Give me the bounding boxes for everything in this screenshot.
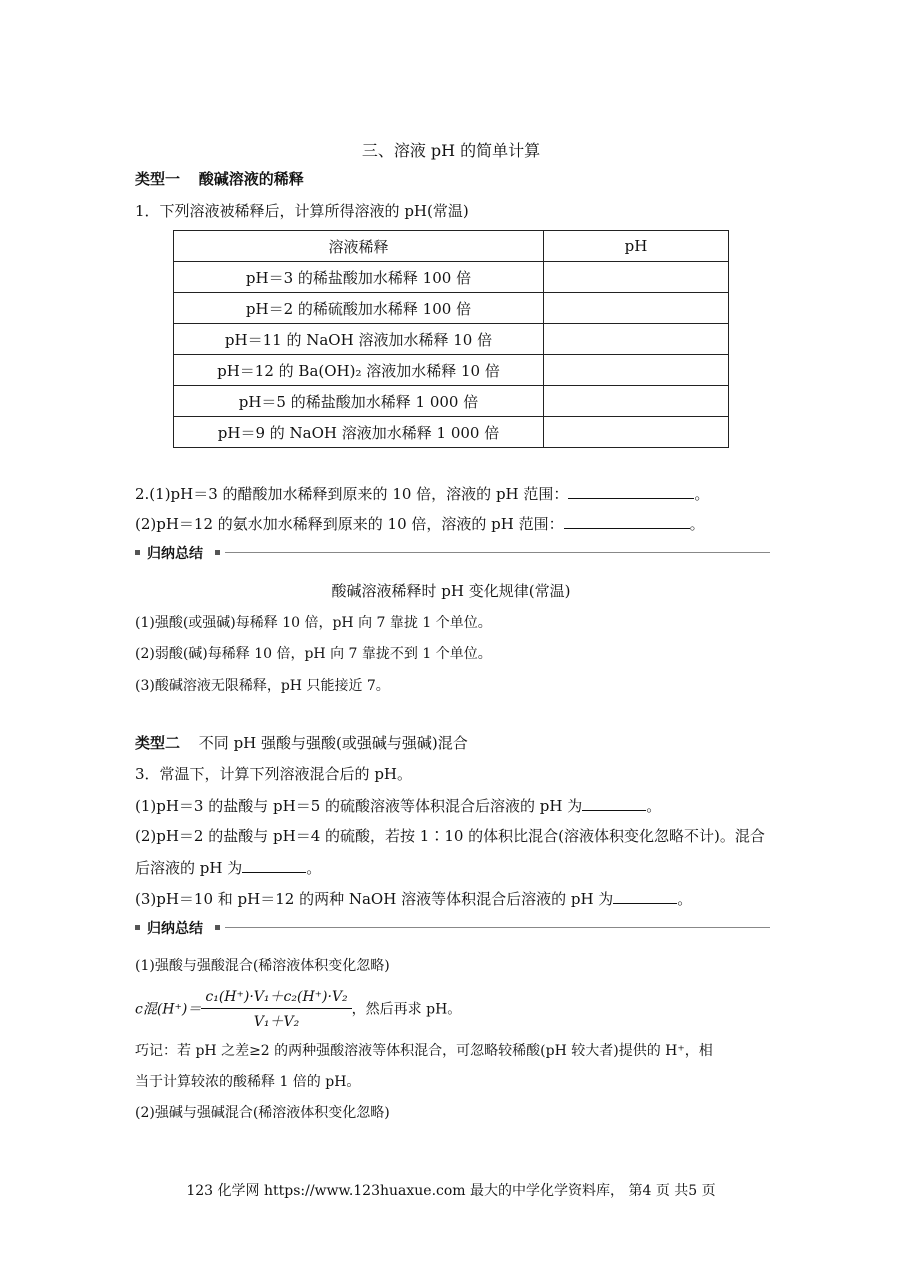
table-cell-ph-answer[interactable] [544, 386, 729, 417]
bullet-square-icon [135, 925, 140, 930]
table-row [174, 417, 729, 448]
table-cell-dilution: pH＝9 的 NaOH 溶液加水稀释 1 000 倍 [174, 417, 544, 448]
summary1-title: 酸碱溶液稀释时 pH 变化规律(常温) [331, 582, 571, 600]
summary2-item2: (2)强碱与强碱混合(稀溶液体积变化忽略) [135, 1105, 390, 1121]
answer-blank[interactable] [613, 887, 677, 904]
question-2-1 [135, 482, 709, 504]
tip-line-b: 当于计算较浓的酸稀释 1 倍的 pH。 [135, 1074, 361, 1090]
question-3-3-text: (3)pH＝10 和 pH＝12 的两种 NaOH 溶液等体积混合后溶液的 pH 为 [135, 890, 614, 908]
dilution-table [173, 230, 729, 448]
question-1: 1．下列溶液被稀释后，计算所得溶液的 pH(常温) [135, 202, 469, 220]
period: 。 [646, 797, 662, 815]
bullet-square-icon [135, 550, 140, 555]
bullet-square-icon [215, 550, 220, 555]
question-2-2 [135, 512, 705, 534]
table-row [174, 386, 729, 417]
period: 。 [689, 515, 705, 533]
summary1-item: (1)强酸(或强碱)每稀释 10 倍，pH 向 7 靠拢 1 个单位。 [135, 615, 492, 631]
answer-blank[interactable] [242, 856, 306, 873]
table-header-row [174, 231, 729, 262]
question-3-3 [135, 887, 692, 909]
answer-blank[interactable] [564, 512, 690, 529]
table-cell-dilution: pH＝2 的稀硫酸加水稀释 100 倍 [174, 293, 544, 324]
question-3-2a: (2)pH＝2 的盐酸与 pH＝4 的硫酸，若按 1∶10 的体积比混合(溶液体积变化忽略不计)。混合 [135, 827, 765, 845]
table-cell-dilution: pH＝3 的稀盐酸加水稀释 100 倍 [174, 262, 544, 293]
summary1-item: (2)弱酸(碱)每稀释 10 倍，pH 向 7 靠拢不到 1 个单位。 [135, 646, 492, 662]
table-cell-ph-answer[interactable] [544, 262, 729, 293]
table-cell-ph-answer[interactable] [544, 355, 729, 386]
question-3-2b-text: 后溶液的 pH 为 [135, 859, 243, 877]
period: 。 [677, 890, 693, 908]
divider [225, 552, 770, 553]
table-header-dilution: 溶液稀释 [174, 231, 544, 262]
table-cell-ph-answer[interactable] [544, 417, 729, 448]
table-row [174, 293, 729, 324]
summary-label: 归纳总结 [147, 921, 203, 937]
table-cell-ph-answer[interactable] [544, 293, 729, 324]
formula-fraction [201, 986, 351, 1031]
tip-line-a: 巧记：若 pH 之差≥2 的两种强酸溶液等体积混合，可忽略较稀酸(pH 较大者)提供的 H⁺，相 [135, 1043, 713, 1059]
question-2-1-text: 2.(1)pH＝3 的醋酸加水稀释到原来的 10 倍，溶液的 pH 范围： [135, 485, 569, 503]
answer-blank[interactable] [568, 482, 694, 499]
formula-lhs: c混(H⁺)＝ [135, 1001, 202, 1018]
table-row [174, 355, 729, 386]
answer-blank[interactable] [582, 794, 646, 811]
summary-label: 归纳总结 [147, 546, 203, 562]
question-2-2-text: (2)pH＝12 的氨水加水稀释到原来的 10 倍，溶液的 pH 范围： [135, 515, 564, 533]
table-cell-ph-answer[interactable] [544, 324, 729, 355]
table-row [174, 262, 729, 293]
table-cell-dilution: pH＝12 的 Ba(OH)₂ 溶液加水稀释 10 倍 [174, 355, 544, 386]
formula-tail: ，然后再求 pH。 [351, 1001, 462, 1018]
bullet-square-icon [215, 925, 220, 930]
page-footer: 123 化学网 https://www.123huaxue.com 最大的中学化学资料库， 第4 页 共5 页 [186, 1183, 716, 1199]
summary2-item1: (1)强酸与强酸混合(稀溶液体积变化忽略) [135, 958, 390, 974]
table-row [174, 324, 729, 355]
table-header-ph: pH [544, 231, 729, 262]
question-3: 3．常温下，计算下列溶液混合后的 pH。 [135, 765, 412, 783]
question-3-2b [135, 856, 321, 878]
section-title: 三、溶液 pH 的简单计算 [361, 141, 541, 160]
table-cell-dilution: pH＝5 的稀盐酸加水稀释 1 000 倍 [174, 386, 544, 417]
type2-heading [135, 732, 468, 753]
type1-heading [135, 168, 304, 189]
table-cell-dilution: pH＝11 的 NaOH 溶液加水稀释 10 倍 [174, 324, 544, 355]
type2-title: 不同 pH 强酸与强酸(或强碱与强碱)混合 [198, 734, 468, 752]
period: 。 [306, 859, 322, 877]
formula-numerator: c₁(H⁺)·V₁＋c₂(H⁺)·V₂ [201, 986, 351, 1009]
divider [225, 927, 770, 928]
formula-denominator: V₁＋V₂ [253, 1014, 300, 1030]
type1-prefix: 类型一 [135, 170, 181, 188]
type1-title: 酸碱溶液的稀释 [198, 170, 304, 188]
summary1-item: (3)酸碱溶液无限稀释，pH 只能接近 7。 [135, 678, 390, 694]
type2-prefix: 类型二 [135, 734, 181, 752]
mixing-formula [135, 986, 461, 1031]
question-3-1-text: (1)pH＝3 的盐酸与 pH＝5 的硫酸溶液等体积混合后溶液的 pH 为 [135, 797, 583, 815]
question-3-1 [135, 794, 661, 816]
period: 。 [694, 485, 710, 503]
